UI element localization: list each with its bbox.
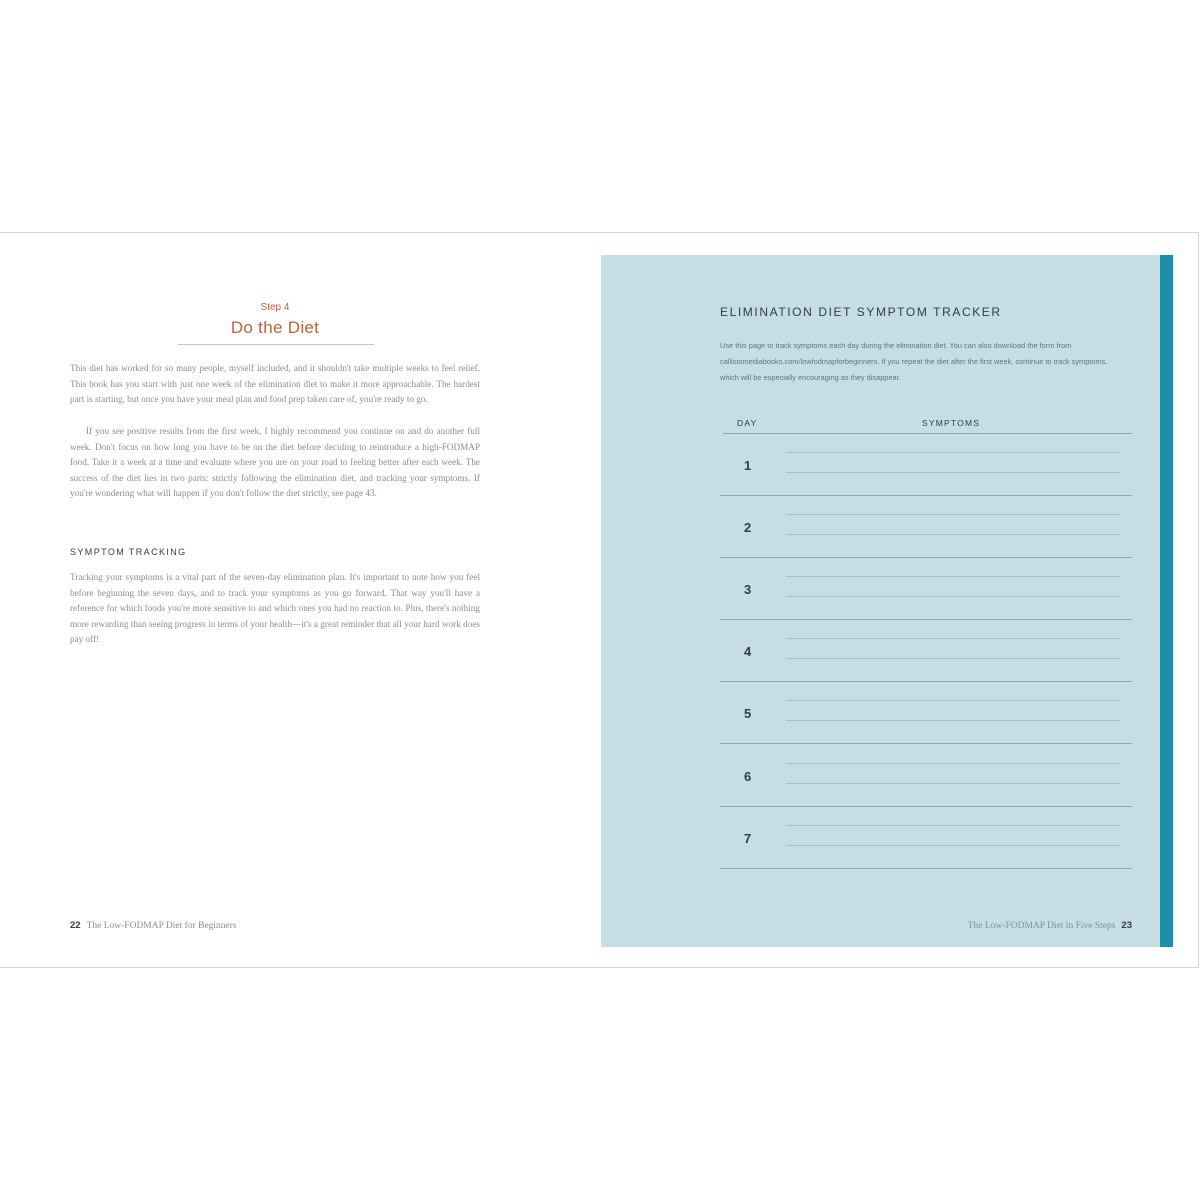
tracker-row-day-7 [720,807,1132,869]
tracker-row-day-6 [720,745,1132,807]
symptom-write-line[interactable] [786,700,1120,701]
body-paragraph-tracking: Tracking your symptoms is a vital part of the seven-day elimination plan. It's important to note how you feel before beginning the seven days, and to track your symptoms as you go forward. That way you'll have a reference for which foods you're more sensitive to and which ones you had no reaction to. Plus, there's nothing more rewarding than seeing progress in terms of your health—it's a great reminder that all your hard work does pay off! [70,572,480,645]
symptom-write-line[interactable] [786,720,1120,721]
symptom-write-line[interactable] [786,472,1120,473]
tracker-intro: Use this page to track symptoms each day during the elimination diet. You can also download the form from callistomediabooks.com/lowfodmapforbeginners. If you repeat the diet after the first week, continue to track symptoms, which will be especially encouraging as they disappear. [720,341,1108,382]
day-number: 3 [744,582,752,597]
tracker-title: ELIMINATION DIET SYMPTOM TRACKER [720,305,1002,319]
page-number-left: 22 [70,920,81,931]
folio-right [936,920,1132,931]
running-title-right: The Low-FODMAP Diet in Five Steps [967,921,1116,931]
day-number: 6 [744,769,752,784]
symptom-write-line[interactable] [786,596,1120,597]
symptom-write-line[interactable] [786,534,1120,535]
symptom-write-line[interactable] [786,658,1120,659]
tracker-row-day-3 [720,558,1132,620]
tracker-row-day-5 [720,682,1132,744]
page-number-right: 23 [1121,920,1132,931]
running-title-left: The Low-FODMAP Diet for Beginners [86,921,237,931]
page-edge-strip [1160,255,1173,947]
symptom-write-line[interactable] [786,845,1120,846]
day-number: 4 [744,644,752,659]
symptom-write-line[interactable] [786,763,1120,764]
folio-left [70,920,237,931]
symptom-write-line[interactable] [786,638,1120,639]
day-number: 2 [744,520,752,535]
symptom-write-line[interactable] [786,783,1120,784]
step-title: Do the Diet [230,318,320,337]
step-label: Step 4 [260,302,290,313]
symptom-write-line[interactable] [786,576,1120,577]
symptom-write-line[interactable] [786,452,1120,453]
tracker-row-day-1 [720,434,1132,496]
day-number: 5 [744,706,752,721]
column-header-symptoms: SYMPTOMS [922,418,981,428]
title-divider [178,344,374,345]
column-header-day: DAY [737,418,758,428]
tracker-row-day-4 [720,620,1132,682]
body-paragraph-1: This diet has worked for so many people, myself included, and it shouldn't take multiple weeks to feel relief. This book has you start with just one week of the elimination diet to make it more approachable. The hardest part is starting, but once you have your meal plan and food prep taken care of, you're ready to go. [70,363,480,405]
tracker-row-day-2 [720,496,1132,558]
body-paragraph-2: If you see positive results from the first week, I highly recommend you continue on and do another full week. Don't focus on how long you have to be on the diet before deciding to reintroduce a high-FODMAP food. Take it a week at a time and evaluate where you are on your road to feeling better after each week. The success of the diet lies in two parts: strictly following the elimination diet, and tracking your symptoms. If you're wondering what will happen if you don't follow the diet strictly, see page 43. [70,426,480,499]
subhead-symptom-tracking: SYMPTOM TRACKING [70,547,187,557]
day-number: 1 [744,458,752,473]
day-number: 7 [744,831,752,846]
symptom-write-line[interactable] [786,514,1120,515]
symptom-write-line[interactable] [786,825,1120,826]
